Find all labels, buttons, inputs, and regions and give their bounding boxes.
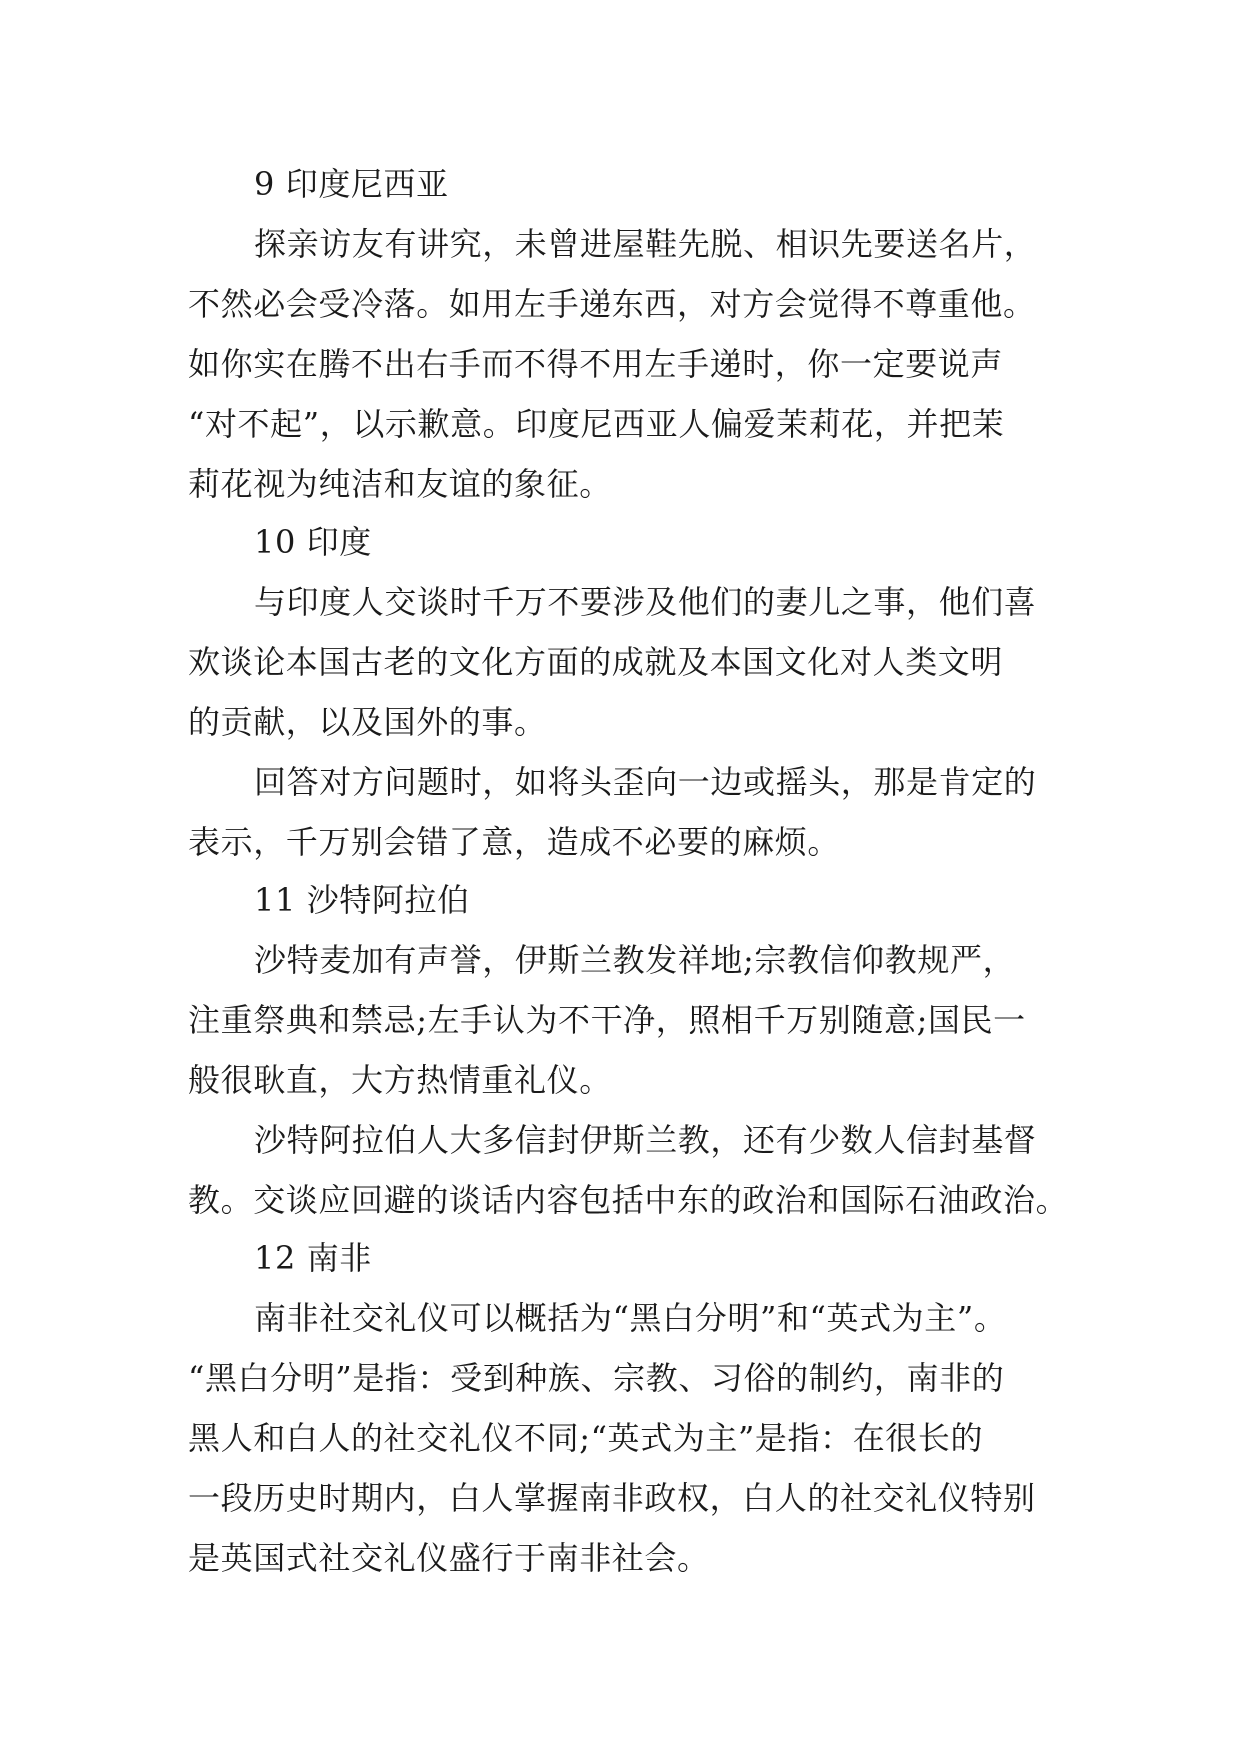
paragraph-line: 南非社交礼仪可以概括为“黑白分明”和“英式为主”。 <box>254 1299 1007 1337</box>
paragraph-line: 回答对方问题时，如将头歪向一边或摇头，那是肯定的 <box>254 763 1037 801</box>
section-heading-indonesia: 9 印度尼西亚 <box>254 165 449 203</box>
paragraph-line: 如你实在腾不出右手而不得不用左手递时，你一定要说声 <box>188 345 1004 383</box>
paragraph-line: 般很耿直，大方热情重礼仪。 <box>188 1061 612 1099</box>
paragraph-line: 一段历史时期内，白人掌握南非政权，白人的社交礼仪特别 <box>188 1479 1036 1517</box>
paragraph-line: 莉花视为纯洁和友谊的象征。 <box>188 465 612 503</box>
paragraph-line: 探亲访友有讲究，未曾进屋鞋先脱、相识先要送名片， <box>254 225 1037 263</box>
section-heading-india: 10 印度 <box>254 523 372 561</box>
paragraph-line: 注重祭典和禁忌;左手认为不干净，照相千万别随意;国民一 <box>188 1001 1026 1039</box>
paragraph-line: 教。交谈应回避的谈话内容包括中东的政治和国际石油政治。 <box>188 1181 1069 1219</box>
paragraph-line: 沙特麦加有声誉，伊斯兰教发祥地;宗教信仰教规严， <box>254 941 1016 979</box>
paragraph-line: 表示，千万别会错了意，造成不必要的麻烦。 <box>188 823 841 861</box>
paragraph-line: “黑白分明”是指：受到种族、宗教、习俗的制约，南非的 <box>188 1359 1005 1397</box>
section-heading-south-africa: 12 南非 <box>254 1239 372 1277</box>
paragraph-line: 的贡献，以及国外的事。 <box>188 703 547 741</box>
section-heading-saudi-arabia: 11 沙特阿拉伯 <box>254 881 470 919</box>
paragraph-line: 沙特阿拉伯人大多信封伊斯兰教，还有少数人信封基督 <box>254 1121 1037 1159</box>
paragraph-line: 欢谈论本国古老的文化方面的成就及本国文化对人类文明 <box>188 643 1004 681</box>
paragraph-line: 不然必会受冷落。如用左手递东西，对方会觉得不尊重他。 <box>188 285 1036 323</box>
paragraph-line: “对不起”，以示歉意。印度尼西亚人偏爱茉莉花，并把茉 <box>188 405 1005 443</box>
paragraph-line: 与印度人交谈时千万不要涉及他们的妻儿之事，他们喜 <box>254 583 1037 621</box>
paragraph-line: 黑人和白人的社交礼仪不同;“英式为主”是指：在很长的 <box>188 1419 984 1457</box>
paragraph-line: 是英国式社交礼仪盛行于南非社会。 <box>188 1539 710 1577</box>
